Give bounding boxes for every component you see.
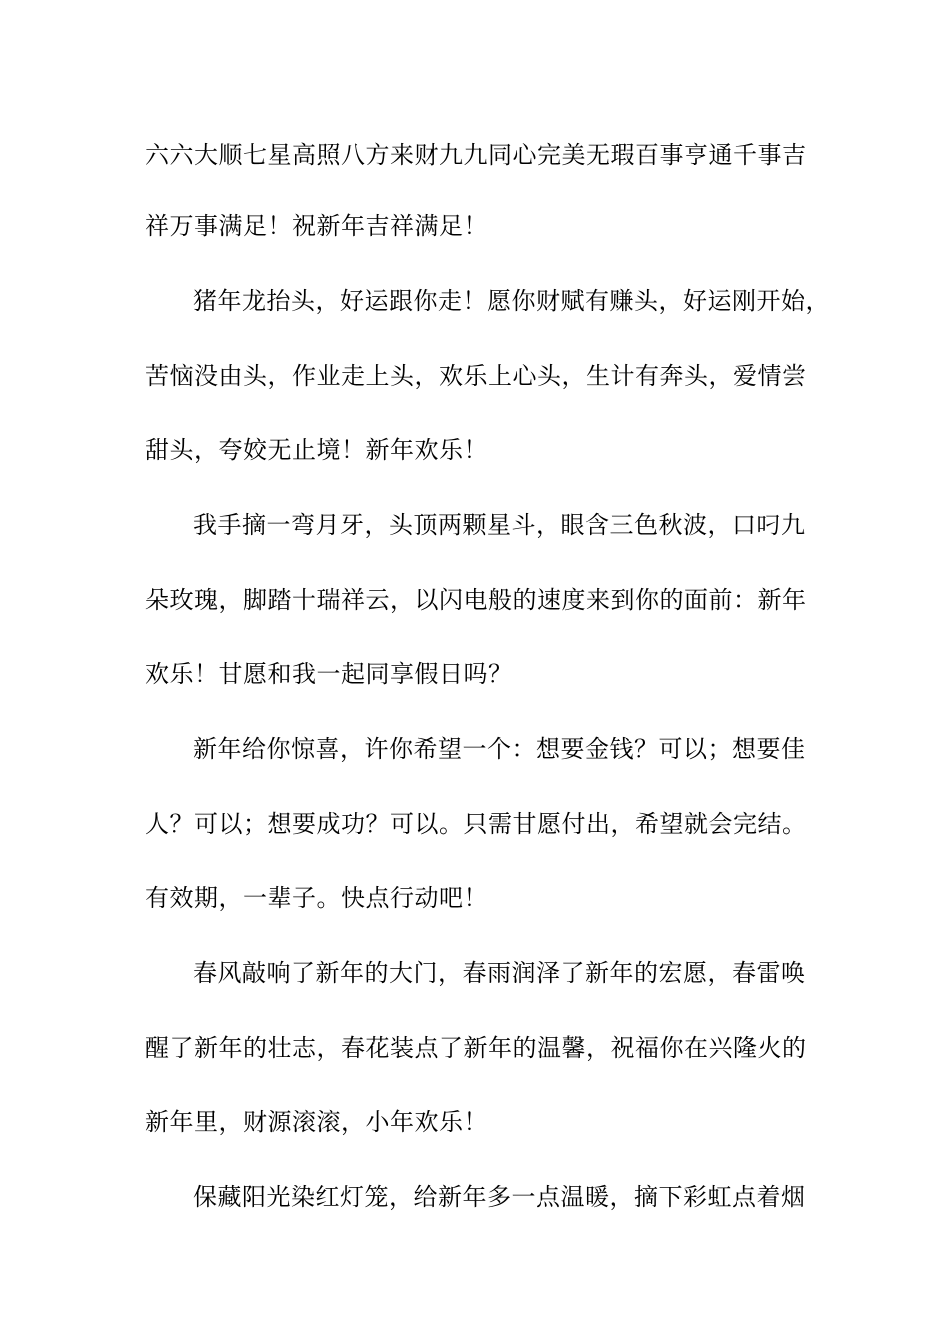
text-line-8: 欢乐！甘愿和我一起同享假日吗？ bbox=[145, 660, 513, 688]
text-line-1: 六六大顺七星高照八方来财九九同心完美无瑕百事亨通千事吉 bbox=[145, 141, 807, 169]
text-line-4: 苦恼没由头，作业走上头，欢乐上心头，生计有奔头，爱情尝 bbox=[145, 362, 807, 390]
paragraph-start-line: 猪年龙抬头，好运跟你走！愿你财赋有赚头，好运刚开始， bbox=[193, 287, 830, 315]
text-line-10: 人？可以；想要成功？可以。只需甘愿付出，希望就会完结。 bbox=[145, 810, 807, 838]
text-line-14: 新年里，财源滚滚，小年欢乐！ bbox=[145, 1108, 488, 1136]
text-line-5: 甜头，夸姣无止境！新年欢乐！ bbox=[145, 436, 488, 464]
paragraph-start-line: 保藏阳光染红灯笼，给新年多一点温暖，摘下彩虹点着烟 bbox=[193, 1183, 806, 1211]
paragraph-start-line: 新年给你惊喜，许你希望一个：想要金钱？可以；想要佳 bbox=[193, 735, 806, 763]
text-line-13: 醒了新年的壮志，春花装点了新年的温馨，祝福你在兴隆火的 bbox=[145, 1034, 807, 1062]
paragraph-start-line: 我手摘一弯月牙，头顶两颗星斗，眼含三色秋波，口叼九 bbox=[193, 511, 806, 539]
text-line-11: 有效期，一辈子。快点行动吧！ bbox=[145, 884, 488, 912]
text-line-2: 祥万事满足！祝新年吉祥满足！ bbox=[145, 212, 488, 240]
text-line-7: 朵玫瑰，脚踏十瑞祥云，以闪电般的速度来到你的面前：新年 bbox=[145, 586, 807, 614]
paragraph-start-line: 春风敲响了新年的大门，春雨润泽了新年的宏愿，春雷唤 bbox=[193, 959, 806, 987]
